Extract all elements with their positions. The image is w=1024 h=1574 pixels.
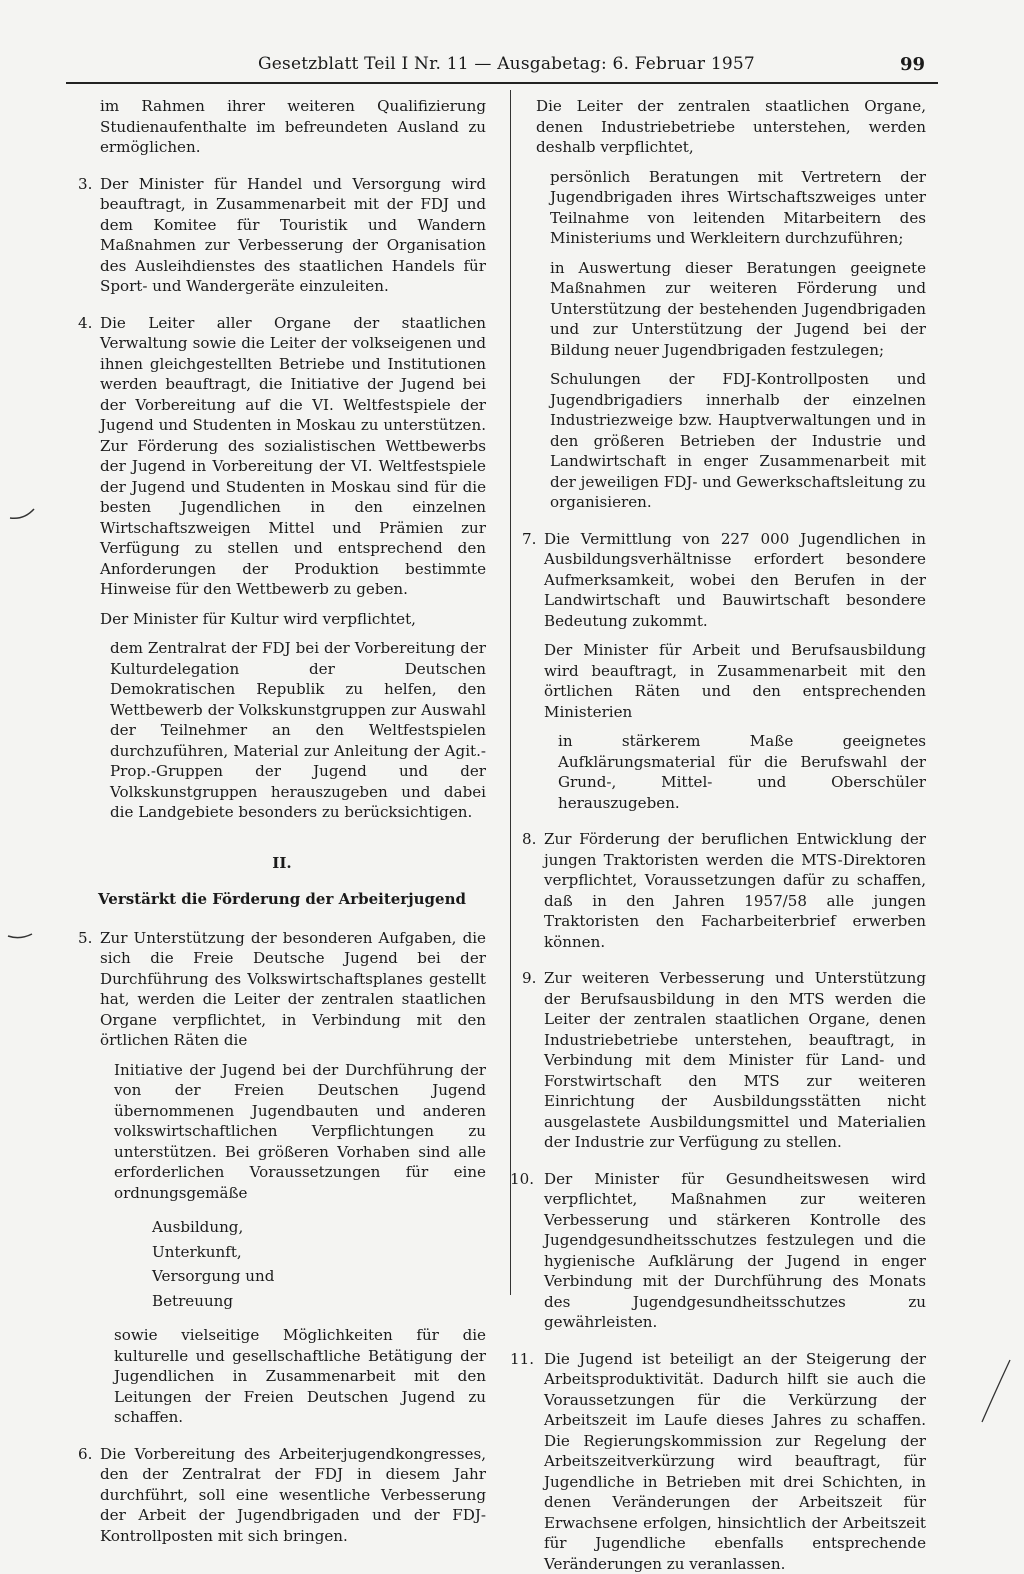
item-number: 7. (522, 529, 536, 550)
sub-paragraph: in stärkerem Maße geeignetes Aufklärungsmaterial für die Berufswahl der Grund-, Mittel- und Oberschüler herauszugeben. (558, 731, 926, 813)
item-9 (522, 968, 926, 1153)
item-number: 10. (510, 1169, 534, 1190)
left-column (78, 96, 486, 1546)
list-item: Unterkunft, (152, 1242, 486, 1263)
intro-paragraph: Die Leiter der zentralen staatlichen Organe, denen Industriebetriebe unterstehen, werden deshalb verpflichtet, (536, 96, 926, 158)
sub-paragraph: Schulungen der FDJ-Kontrollposten und Jugendbrigadiers innerhalb der einzelnen Industriezweige bzw. Hauptverwaltungen und in den größeren Betrieben der Industrie und Landwirtschaft in enger Zusammenarbeit mit der jeweiligen FDJ- und Gewerkschaftsleitung zu organisieren. (550, 369, 926, 513)
item-number: 6. (78, 1444, 92, 1465)
minister-line: Der Minister für Arbeit und Berufsausbildung wird beauftragt, in Zusammenarbeit mit den örtlichen Räten und den entsprechenden Ministerien (544, 640, 926, 722)
item-text: Zur Unterstützung der besonderen Aufgaben, die sich die Freie Deutsche Jugend bei der Durchführung des Volkswirtschaftsplanes gestellt hat, werden die Leiter der zentralen staatlichen Organe verpflichtet, in Verbindung mit den örtlichen Räten die (100, 928, 486, 1051)
margin-mark (976, 1356, 1016, 1426)
section-title: Verstärkt die Förderung der Arbeiterjugend (78, 889, 486, 910)
item-text: Der Minister für Gesundheitswesen wird verpflichtet, Maßnahmen zur weiteren Verbesserung und stärkeren Kontrolle des Jugendgesundheitsschutzes festzulegen und die hygienische Aufklärung der Jugend in enger Verbindung mit der Durchführung des Monats des Jugendgesundheitsschutzes zu gewährleisten. (544, 1169, 926, 1333)
item-text: Die Vorbereitung des Arbeiterjugendkongresses, den der Zentralrat der FDJ in diesem Jahr durchführt, soll eine wesentliche Verbesserung der Arbeit der Jugendbrigaden und der FDJ-Kontrollposten mit sich bringen. (100, 1444, 486, 1547)
item-number: 3. (78, 174, 92, 195)
list-item: Betreuung (152, 1291, 486, 1312)
item-text: Die Leiter aller Organe der staatlichen Verwaltung sowie die Leiter der volkseigenen und ihnen gleichgestellten Betriebe und Institutionen werden beauftragt, die Initiative der Jugend bei der Vorbereitung auf die VI. Weltfestspiele der Jugend und Studenten in Moskau zu unterstützen. Zur Förderung des sozialistischen Wettbewerbs der Jugend in Vorbereitung der VI. Weltfestspiele der Jugend und Studenten in Moskau sind für die besten Jugendlichen in den einzelnen Wirtschaftszweigen Mittel und Prämien zur Verfügung zu stellen und entsprechend den Anforderungen der Produktion bestimmte Hinweise für den Wettbewerb zu geben. (100, 313, 486, 600)
list-item: Versorgung und (152, 1266, 486, 1287)
section-number: II. (78, 853, 486, 874)
page-header (0, 54, 1024, 82)
item-number: 9. (522, 968, 536, 989)
sub-paragraph: Initiative der Jugend bei der Durchführung der von der Freien Deutschen Jugend übernommenen Jugendbauten und anderen volkswirtschaftlichen Verpflichtungen zu unterstützen. Bei größeren Vorhaben sind alle erforderlichen Voraussetzungen für eine ordnungsgemäße (114, 1060, 486, 1204)
item-text: Zur weiteren Verbesserung und Unterstützung der Berufsausbildung in den MTS werden die Leiter der zentralen staatlichen Organe, denen Industriebetriebe unterstehen, beauftragt, in Verbindung mit dem Minister für Land- und Forstwirtschaft den MTS zur weiteren Einrichtung der Ausbildungsstätten nicht ausgelastete Ausbildungsmittel und Materialien der Industrie zur Verfügung zu stellen. (544, 968, 926, 1153)
item-number: 11. (510, 1349, 534, 1370)
item-5 (78, 928, 486, 1428)
sub-paragraph: dem Zentralrat der FDJ bei der Vorbereitung der Kulturdelegation der Deutschen Demokratischen Republik zu helfen, den Wettbewerb der Volkskunstgruppen zur Auswahl der Teilnehmer an den Weltfestspielen durchzuführen, Material zur Anleitung der Agit.-Prop.-Gruppen der Jugend und der Volkskunstgruppen herauszugeben und dabei die Landgebiete besonders zu berücksichtigen. (110, 638, 486, 823)
item-text: Zur Förderung der beruflichen Entwicklung der jungen Traktoristen werden die MTS-Direktoren verpflichtet, Voraussetzungen dafür zu schaffen, daß in den Jahren 1957/58 alle jungen Traktoristen den Facharbeiterbrief erwerben können. (544, 829, 926, 952)
item-number: 5. (78, 928, 92, 949)
margin-mark (6, 926, 36, 942)
item-text: Der Minister für Handel und Versorgung wird beauftragt, in Zusammenarbeit mit der FDJ und dem Komitee für Touristik und Wandern Maßnahmen zur Verbesserung der Organisation des Ausleihdienstes des staatlichen Handels für Sport- und Wandergeräte einzuleiten. (100, 174, 486, 297)
item-11 (522, 1349, 926, 1574)
column-divider (510, 90, 511, 1295)
page-number: 99 (900, 54, 925, 75)
item-text: Die Jugend ist beteiligt an der Steigerung der Arbeitsproduktivität. Dadurch hilft sie auch die Voraussetzungen für die Verkürzung der Arbeitszeit im Laufe dieses Jahres zu schaffen. Die Regierungskommission zur Regelung der Arbeitszeitverkürzung wird beauftragt, für Jugendliche in Betrieben mit drei Schichten, in denen Veränderungen der Arbeitszeit für Erwachsene erfolgen, hinsichtlich der Arbeitszeit für Jugendliche ebenfalls entsprechende Veränderungen zu veranlassen. (544, 1349, 926, 1574)
requirements-list (152, 1217, 486, 1311)
item-6 (78, 1444, 486, 1547)
item-number: 8. (522, 829, 536, 850)
margin-mark (8, 506, 38, 522)
item-3 (78, 174, 486, 297)
item-7 (522, 529, 926, 814)
sub-paragraph: sowie vielseitige Möglichkeiten für die kulturelle und gesellschaftliche Betätigung der Jugendlichen in Zusammenarbeit mit den Leitungen der Freien Deutschen Jugend zu schaffen. (114, 1325, 486, 1428)
list-item: Ausbildung, (152, 1217, 486, 1238)
item-number: 4. (78, 313, 92, 334)
header-rule (66, 82, 938, 84)
item-4 (78, 313, 486, 823)
item-8 (522, 829, 926, 952)
item-text: Die Vermittlung von 227 000 Jugendlichen in Ausbildungsverhältnisse erfordert besondere Aufmerksamkeit, wobei den Berufen in der Landwirtschaft und Bauwirtschaft besondere Bedeutung zukommt. (544, 529, 926, 632)
item-10 (522, 1169, 926, 1333)
sub-paragraph: in Auswertung dieser Beratungen geeignete Maßnahmen zur weiteren Förderung und Unterstützung der bestehenden Jugendbrigaden und zur Unterstützung der Jugend bei der Bildung neuer Jugendbrigaden festzulegen; (550, 258, 926, 361)
header-title: Gesetzblatt Teil I Nr. 11 — Ausgabetag: 6. Februar 1957 (258, 54, 755, 74)
continued-paragraph: im Rahmen ihrer weiteren Qualifizierung Studienaufenthalte im befreundeten Ausland zu ermöglichen. (100, 96, 486, 158)
sub-paragraph: persönlich Beratungen mit Vertretern der Jugendbrigaden ihres Wirtschaftszweiges unter Teilnahme von leitenden Mitarbeitern des Ministeriums und Werkleitern durchzuführen; (550, 167, 926, 249)
minister-line: Der Minister für Kultur wird verpflichtet, (100, 609, 486, 630)
right-column (522, 96, 926, 1574)
